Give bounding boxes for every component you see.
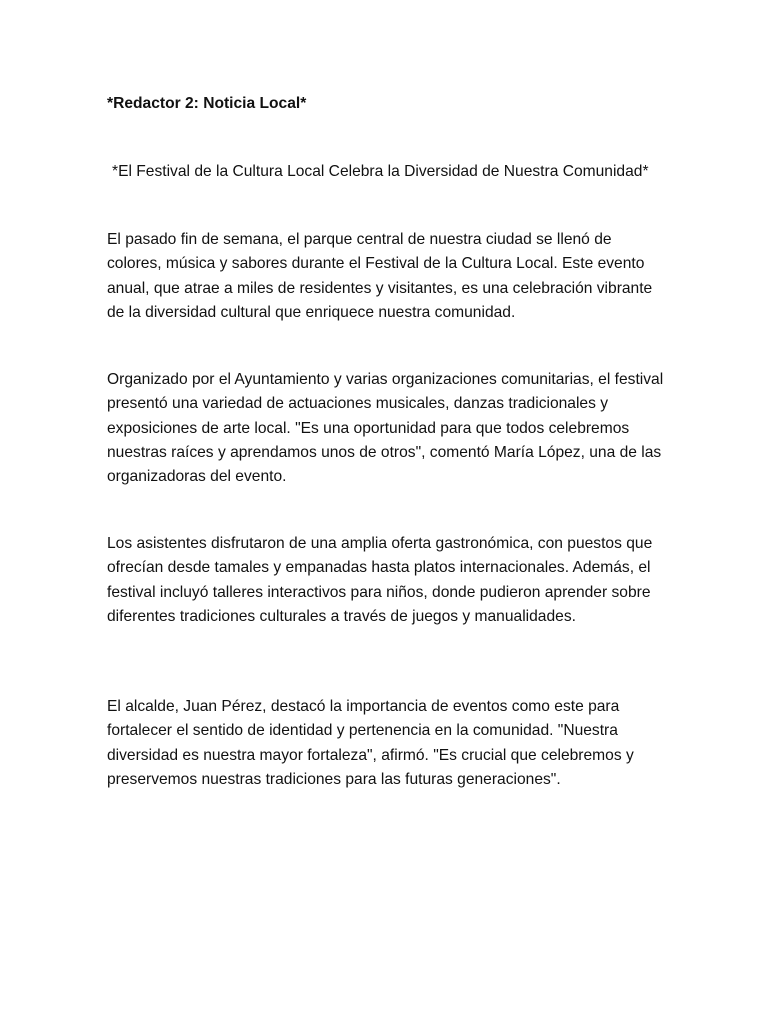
paragraph: Organizado por el Ayuntamiento y varias organizaciones comunitarias, el festival presentó una variedad de actuaciones musicales, danzas tradicionales y exposiciones de arte local. "Es una oportunidad para que todos celebremos nuestras raíces y aprendamos unos de otros", comentó María López, una de las organizadoras del evento. xyxy=(107,371,664,486)
paragraph: El pasado fin de semana, el parque central de nuestra ciudad se llenó de colores, música y sabores durante el Festival de la Cultura Local. Este evento anual, que atrae a miles de residentes y visitantes, es una celebración vibrante de la diversidad cultural que enriquece nuestra comunidad. xyxy=(107,231,653,321)
article-title: *El Festival de la Cultura Local Celebra la Diversidad de Nuestra Comunidad* xyxy=(112,163,649,180)
paragraph: El alcalde, Juan Pérez, destacó la importancia de eventos como este para fortalecer el sentido de identidad y pertenencia en la comunidad. "Nuestra diversidad es nuestra mayor fortaleza", afirmó. "Es crucial que celebremos y preservemos nuestras tradiciones para las futuras generaciones". xyxy=(107,698,634,788)
paragraph: Los asistentes disfrutaron de una amplia oferta gastronómica, con puestos que ofrecían desde tamales y empanadas hasta platos internacionales. Además, el festival incluyó talleres interactivos para niños, donde pudieron aprender sobre diferentes tradiciones culturales a través de juegos y manualidades. xyxy=(107,535,653,625)
document-heading: *Redactor 2: Noticia Local* xyxy=(107,95,307,112)
